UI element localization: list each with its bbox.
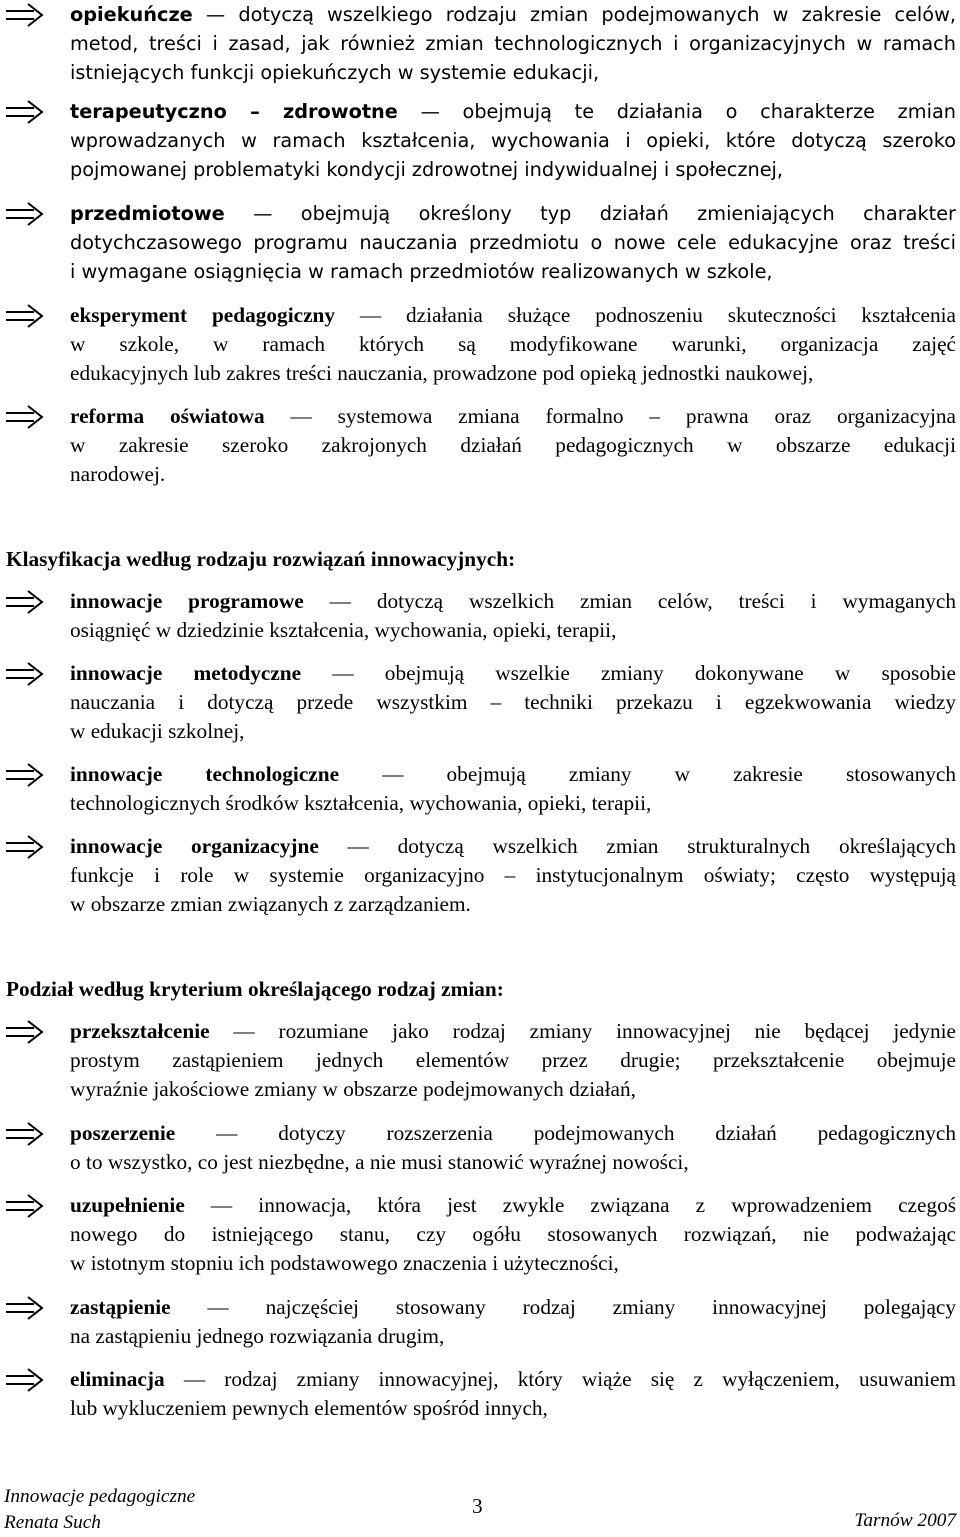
- term: reforma oświatowa: [70, 404, 265, 428]
- text-line: istniejących funkcji opiekuńczych w systemie edukacji,: [70, 61, 600, 84]
- term: innowacje programowe: [70, 589, 304, 613]
- text-line: funkcje i role w systemie organizacyjno – instytucjonalnym oświaty; często występują: [70, 863, 956, 887]
- section-heading: Podział według kryterium określającego rodzaj zmian:: [6, 977, 504, 1001]
- term: uzupełnienie: [70, 1193, 185, 1217]
- text-line: wprowadzanych w ramach kształcenia, wychowania i opieki, które dotyczą szeroko: [70, 129, 956, 152]
- text-line: osiągnięć w dziedzinie kształcenia, wychowania, opieki, terapii,: [70, 618, 617, 642]
- text-line: — rodzaj zmiany innowacyjnej, który wiąże się z wyłączeniem, usuwaniem: [183, 1367, 956, 1391]
- bullet-text: [70, 199, 956, 286]
- list-item: [0, 0, 960, 110]
- list-item: [0, 301, 960, 411]
- term: innowacje metodyczne: [70, 661, 302, 685]
- text-line: — obejmują określony typ działań zmieniających charakter: [253, 202, 956, 225]
- text-line: lub wykluczeniem pewnych elementów spośród innych,: [70, 1396, 548, 1420]
- double-right-arrow-icon: [4, 97, 48, 127]
- term: przekształcenie: [70, 1019, 210, 1043]
- list-item: [0, 199, 960, 309]
- page-number: 3: [472, 1494, 483, 1518]
- footer-place-year: Tarnów 2007: [854, 1510, 956, 1531]
- text-line: o to wszystko, co jest niezbędne, a nie musi stanowić wyraźnej nowości,: [70, 1150, 689, 1174]
- section-heading: Klasyfikacja według rodzaju rozwiązań innowacyjnych:: [6, 547, 516, 571]
- double-right-arrow-icon: [4, 587, 48, 617]
- bullet-text: [70, 1365, 956, 1423]
- text-line: — najczęściej stosowany rodzaj zmiany innowacyjnej polegający: [207, 1295, 956, 1319]
- text-line: — obejmują te działania o charakterze zmian: [420, 100, 956, 123]
- text-line: dotychczasowego programu nauczania przedmiotu o nowe cele edukacyjne oraz treści: [70, 231, 956, 254]
- text-line: i wymagane osiągnięcia w ramach przedmiotów realizowanych w szkole,: [70, 260, 773, 283]
- list-item: [0, 832, 960, 942]
- term: innowacje technologiczne: [70, 762, 340, 786]
- list-item: [0, 1365, 960, 1475]
- bullet-text: [70, 587, 956, 645]
- text-line: — rozumiane jako rodzaj zmiany innowacyjnej nie będącej jedynie: [233, 1019, 956, 1043]
- text-line: — dotyczy rozszerzenia podejmowanych działań pedagogicznych: [216, 1121, 956, 1145]
- term: opiekuńcze: [70, 3, 193, 26]
- term: terapeutyczno – zdrowotne: [70, 100, 398, 123]
- bullet-text: [70, 402, 956, 489]
- double-right-arrow-icon: [4, 1119, 48, 1149]
- double-right-arrow-icon: [4, 0, 48, 30]
- text-line: — systemowa zmiana formalno – prawna oraz organizacyjna: [290, 404, 957, 428]
- double-right-arrow-icon: [4, 1293, 48, 1323]
- text-line: wyraźnie jakościowe zmiany w obszarze podejmowanych działań,: [70, 1077, 636, 1101]
- double-right-arrow-icon: [4, 832, 48, 862]
- bullet-text: [70, 1119, 956, 1177]
- bullet-text: [70, 760, 956, 818]
- text-line: w obszarze zmian związanych z zarządzaniem.: [70, 892, 471, 916]
- list-item: [0, 1017, 960, 1127]
- double-right-arrow-icon: [4, 659, 48, 689]
- double-right-arrow-icon: [4, 402, 48, 432]
- text-line: metod, treści i zasad, jak również zmian technologicznych i organizacyjnych w ramach: [70, 32, 956, 55]
- bullet-text: [70, 0, 956, 87]
- text-line: — dotyczą wszelkich zmian strukturalnych określających: [347, 834, 957, 858]
- double-right-arrow-icon: [4, 1365, 48, 1395]
- double-right-arrow-icon: [4, 1191, 48, 1221]
- text-line: — innowacja, która jest zwykle związana z wprowadzeniem czegoś: [210, 1193, 957, 1217]
- term: eksperyment pedagogiczny: [70, 303, 336, 327]
- text-line: — obejmują zmiany w zakresie stosowanych: [382, 762, 956, 786]
- text-line: — działania służące podnoszeniu skuteczności kształcenia: [359, 303, 956, 327]
- double-right-arrow-icon: [4, 1017, 48, 1047]
- text-line: w istotnym stopniu ich podstawowego znaczenia i użyteczności,: [70, 1251, 619, 1275]
- footer-title: Innowacje pedagogiczne: [4, 1486, 196, 1507]
- text-line: w edukacji szkolnej,: [70, 719, 245, 743]
- bullet-text: [70, 97, 956, 184]
- list-item: [0, 97, 960, 207]
- text-line: pojmowanej problematyki kondycji zdrowotnej indywidualnej i społecznej,: [70, 158, 784, 181]
- double-right-arrow-icon: [4, 199, 48, 229]
- bullet-text: [70, 1293, 956, 1351]
- double-right-arrow-icon: [4, 760, 48, 790]
- list-item: [0, 1191, 960, 1301]
- term: poszerzenie: [70, 1121, 176, 1145]
- text-line: edukacyjnych lub zakres treści nauczania, prowadzone pod opieką jednostki naukowej,: [70, 361, 814, 385]
- term: zastąpienie: [70, 1295, 171, 1319]
- text-line: — dotyczą wszelkiego rodzaju zmian podejmowanych w zakresie celów,: [205, 3, 956, 26]
- footer-author: Renata Such: [4, 1512, 101, 1533]
- text-line: w szkole, w ramach których są modyfikowane warunki, organizacja zajęć: [70, 332, 956, 356]
- term: eliminacja: [70, 1367, 165, 1391]
- bullet-text: [70, 832, 956, 919]
- bullet-text: [70, 659, 956, 746]
- term: przedmiotowe: [70, 202, 225, 225]
- text-line: — dotyczą wszelkich zmian celów, treści i wymaganych: [329, 589, 956, 613]
- text-line: technologicznych środków kształcenia, wychowania, opieki, terapii,: [70, 791, 652, 815]
- text-line: prostym zastąpieniem jednych elementów przez drugie; przekształcenie obejmuje: [70, 1048, 956, 1072]
- text-line: nauczania i dotyczą przede wszystkim – techniki przekazu i egzekwowania wiedzy: [70, 690, 956, 714]
- text-line: — obejmują wszelkie zmiany dokonywane w sposobie: [332, 661, 956, 685]
- bullet-text: [70, 1017, 956, 1104]
- text-line: w zakresie szeroko zakrojonych działań pedagogicznych w obszarze edukacji: [70, 433, 956, 457]
- text-line: narodowej.: [70, 462, 166, 486]
- list-item: [0, 659, 960, 769]
- text-line: na zastąpieniu jednego rozwiązania drugim,: [70, 1324, 445, 1348]
- double-right-arrow-icon: [4, 301, 48, 331]
- bullet-text: [70, 301, 956, 388]
- bullet-text: [70, 1191, 956, 1278]
- term: innowacje organizacyjne: [70, 834, 319, 858]
- text-line: nowego do istniejącego stanu, czy ogółu stosowanych rozwiązań, nie podważając: [70, 1222, 956, 1246]
- list-item: [0, 402, 960, 512]
